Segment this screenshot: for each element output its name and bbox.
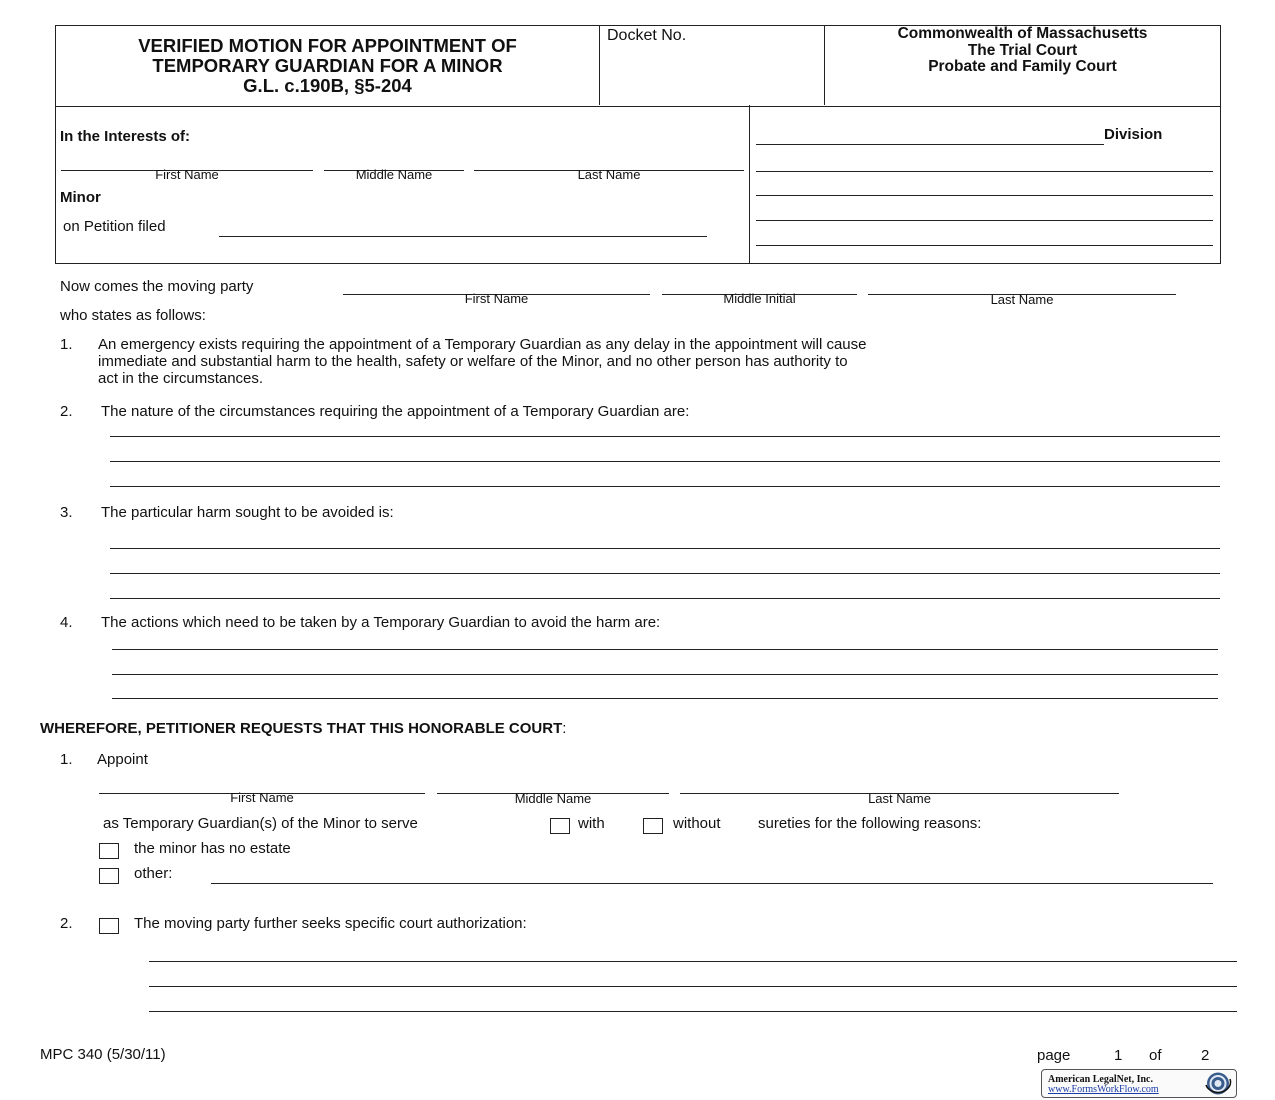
- item-3-number: 3.: [60, 504, 73, 521]
- division-address-line-2[interactable]: [756, 195, 1213, 196]
- item-4-answer-line-3[interactable]: [112, 698, 1218, 699]
- authorization-line-1[interactable]: [149, 961, 1237, 962]
- page-total: 2: [1201, 1047, 1210, 1064]
- wherefore-heading: [40, 720, 566, 737]
- item-1-number: 1.: [60, 336, 73, 353]
- serve-text: as Temporary Guardian(s) of the Minor to serve: [103, 815, 418, 832]
- authorization-line-2[interactable]: [149, 986, 1237, 987]
- no-estate-label: the minor has no estate: [134, 840, 291, 857]
- item-4-answer-line-1[interactable]: [112, 649, 1218, 650]
- logo-website[interactable]: www.FormsWorkFlow.com: [1048, 1084, 1159, 1095]
- item-2-answer-line-1[interactable]: [110, 436, 1220, 437]
- item-2-text: The nature of the circumstances requiring the appointment of a Temporary Guardian are:: [101, 403, 690, 420]
- without-sureties-checkbox[interactable]: [643, 818, 663, 834]
- court-line-1: Commonwealth of Massachusetts: [897, 25, 1148, 42]
- division-address-line-1[interactable]: [756, 171, 1213, 172]
- form-id: MPC 340 (5/30/11): [40, 1046, 166, 1063]
- no-estate-checkbox[interactable]: [99, 843, 119, 859]
- court-line-3: Probate and Family Court: [928, 58, 1117, 75]
- interests-label: In the Interests of:: [60, 128, 191, 145]
- request-1-number: 1.: [60, 751, 73, 768]
- moving-last-name-caption: Last Name: [990, 292, 1054, 307]
- item-3-text: The particular harm sought to be avoided is:: [101, 504, 394, 521]
- court-name: [826, 26, 1219, 76]
- item-2-answer-line-2[interactable]: [110, 461, 1220, 462]
- caption-box: [55, 105, 1221, 264]
- docket-label: Docket No.: [607, 27, 687, 44]
- authorization-line-3[interactable]: [149, 1011, 1237, 1012]
- item-1-line-1: An emergency exists requiring the appointment of a Temporary Guardian as any delay in the appointment will cause: [98, 336, 867, 353]
- moving-party-intro: Now comes the moving party: [60, 278, 254, 295]
- page-number: 1: [1114, 1047, 1123, 1064]
- caption-divider: [749, 105, 750, 263]
- docket-field[interactable]: [602, 48, 822, 102]
- guardian-middle-name-caption: Middle Name: [514, 791, 592, 806]
- wherefore-heading-text: WHEREFORE, PETITIONER REQUESTS THAT THIS HONORABLE COURT: [40, 720, 563, 737]
- legalnet-logo[interactable]: [1041, 1069, 1237, 1098]
- division-address-line-4[interactable]: [756, 245, 1213, 246]
- wherefore-colon: :: [562, 720, 567, 737]
- division-line[interactable]: [756, 144, 1104, 145]
- petition-label: on Petition filed: [63, 218, 166, 235]
- other-reason-line[interactable]: [211, 883, 1213, 884]
- minor-middle-name-caption: Middle Name: [355, 167, 433, 182]
- item-4-answer-line-2[interactable]: [112, 674, 1218, 675]
- moving-first-name-caption: First Name: [464, 291, 529, 306]
- title-line-1: VERIFIED MOTION FOR APPOINTMENT OF: [138, 35, 517, 56]
- form-title: [56, 36, 599, 96]
- item-1-line-3: act in the circumstances.: [98, 370, 264, 387]
- item-2-answer-line-3[interactable]: [110, 486, 1220, 487]
- division-label: Division: [1104, 126, 1163, 143]
- globe-icon: [1202, 1071, 1232, 1096]
- item-3-answer-line-2[interactable]: [110, 573, 1220, 574]
- minor-first-name-caption: First Name: [155, 167, 219, 182]
- other-label: other:: [134, 865, 173, 882]
- item-2-number: 2.: [60, 403, 73, 420]
- without-label: without: [673, 815, 721, 832]
- request-2-number: 2.: [60, 915, 73, 932]
- header-divider-1: [599, 25, 600, 105]
- header-divider-2: [824, 25, 825, 105]
- guardian-first-name-caption: First Name: [230, 790, 294, 805]
- division-address-line-3[interactable]: [756, 220, 1213, 221]
- item-3-answer-line-3[interactable]: [110, 598, 1220, 599]
- sureties-text: sureties for the following reasons:: [758, 815, 982, 832]
- title-line-3: G.L. c.190B, §5-204: [243, 75, 412, 96]
- authorization-checkbox[interactable]: [99, 918, 119, 934]
- item-4-number: 4.: [60, 614, 73, 631]
- page-label: page: [1037, 1047, 1071, 1064]
- request-1-label: Appoint: [97, 751, 148, 768]
- item-3-answer-line-1[interactable]: [110, 548, 1220, 549]
- item-1-line-2: immediate and substantial harm to the health, safety or welfare of the Minor, and no other person has authority to: [98, 353, 848, 370]
- petition-date-line[interactable]: [219, 236, 707, 237]
- minor-label: Minor: [60, 189, 101, 206]
- with-label: with: [578, 815, 605, 832]
- other-reason-checkbox[interactable]: [99, 868, 119, 884]
- court-line-2: The Trial Court: [967, 41, 1078, 59]
- states-as-follows: who states as follows:: [60, 307, 206, 324]
- moving-middle-initial-caption: Middle Initial: [723, 291, 796, 306]
- guardian-last-name-caption: Last Name: [868, 791, 931, 806]
- logo-company-name: American LegalNet, Inc.: [1048, 1074, 1153, 1085]
- of-label: of: [1149, 1047, 1162, 1064]
- item-4-text: The actions which need to be taken by a Temporary Guardian to avoid the harm are:: [101, 614, 661, 631]
- with-sureties-checkbox[interactable]: [550, 818, 570, 834]
- minor-last-name-caption: Last Name: [577, 167, 641, 182]
- request-2-text: The moving party further seeks specific court authorization:: [134, 915, 527, 932]
- title-line-2: TEMPORARY GUARDIAN FOR A MINOR: [152, 55, 503, 76]
